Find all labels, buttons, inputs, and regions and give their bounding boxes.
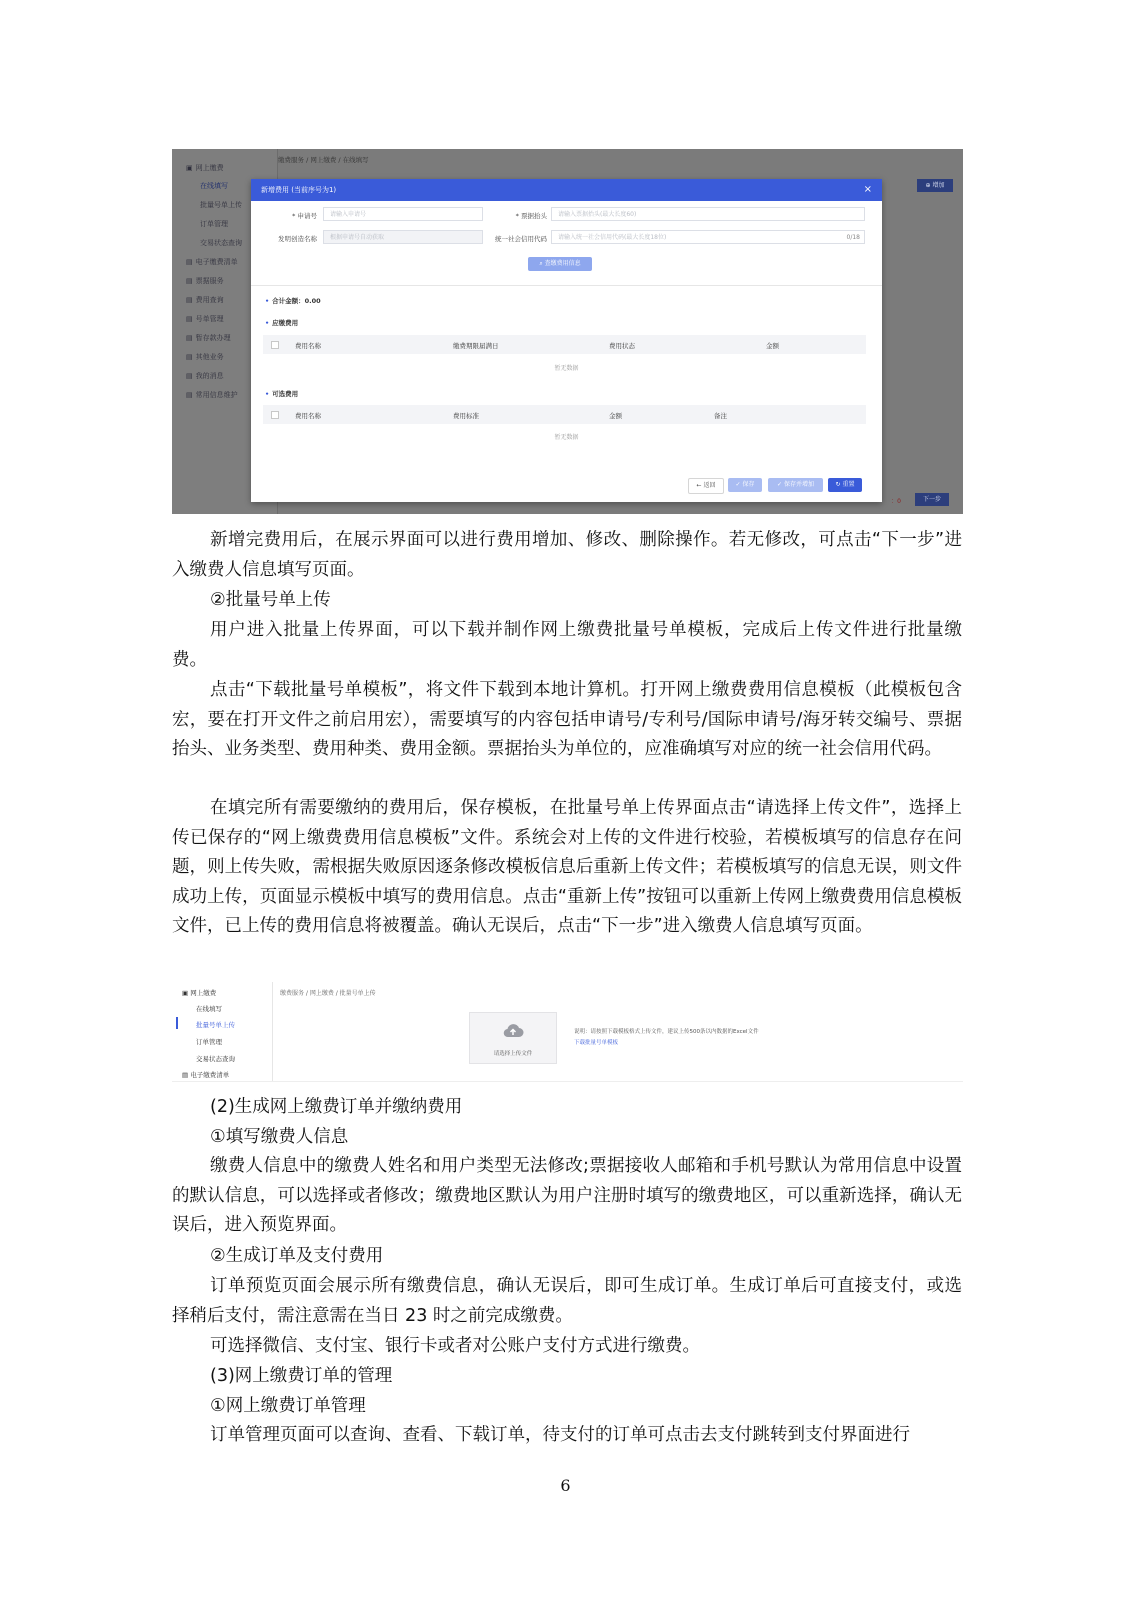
col-status: 费用状态 <box>609 342 635 350</box>
home-icon: ▣ <box>186 164 193 172</box>
invoice-header-input[interactable]: 请输入票据抬头(最大长度60) <box>551 207 865 221</box>
heading: ①网上缴费订单管理 <box>210 1396 366 1416</box>
sidebar-item-other[interactable]: ▤ 其他业务 <box>186 353 224 361</box>
payable-empty: 暂无数据 <box>554 365 579 372</box>
check-icon: ✓ <box>777 481 784 488</box>
paragraph: 新增完费用后，在展示界面可以进行费用增加、修改、删除操作。若无修改，可点击“下一步”进入缴费人信息填写页面。 <box>172 530 962 580</box>
col-fee-name: 费用名称 <box>295 412 321 420</box>
breadcrumb: 缴费服务 / 网上缴费 / 在线填写 <box>278 156 369 164</box>
screenshot-online-fill <box>172 149 963 514</box>
paragraph: 点击“下载批量号单模板”，将文件下载到本地计算机。打开网上缴费费用信息模板（此模板包含宏，要在打开文件之前启用宏），需要填写的内容包括申请号/专利号/国际申请号/海牙转交编号、票据抬头、业务类型、费用种类、费用金额。票据抬头为单位的，应准确填写对应的统一社会信用代码。 <box>172 680 962 759</box>
sidebar-item-online-payment[interactable]: ▣ 网上缴费 <box>186 164 224 172</box>
divider <box>251 285 882 286</box>
search-icon: ▤ <box>186 296 193 304</box>
sidebar-item-e-list[interactable]: ▤ 电子缴费清单 <box>186 258 238 266</box>
upload-hint: 说明：请按照下载模板格式上传文件，建议上传500条以内数据的Excel文件 <box>574 1029 759 1035</box>
select-all-checkbox[interactable] <box>271 341 279 349</box>
screenshot-batch-upload <box>172 982 963 1082</box>
select-all-checkbox[interactable] <box>271 411 279 419</box>
home-icon: ▣ <box>182 989 191 997</box>
paragraph: 可选择微信、支付宝、银行卡或者对公账户支付方式进行缴费。 <box>210 1336 700 1356</box>
paragraph: 订单管理页面可以查询、查看、下载订单，待支付的订单可点击去支付跳转到支付界面进行 <box>210 1425 910 1445</box>
check-icon: ✓ <box>735 481 743 488</box>
heading: (3)网上缴费订单的管理 <box>210 1366 393 1386</box>
breadcrumb: 缴费服务 / 网上缴费 / 批量号单上传 <box>280 990 376 997</box>
paragraph: 订单预览页面会展示所有缴费信息，确认无误后，即可生成订单。生成订单后可直接支付，或选择稍后支付，需注意需在当日 23 时之前完成缴费。 <box>172 1276 962 1326</box>
query-fee-button[interactable]: ⌕ 查缴费用信息 <box>528 257 592 271</box>
invoice-icon: ▤ <box>186 277 193 285</box>
list-icon: ▤ <box>186 258 193 266</box>
optional-section-title: • 可选费用 <box>265 390 299 398</box>
upload-label: 请选择上传文件 <box>493 1051 533 1057</box>
col-remark: 备注 <box>714 412 727 420</box>
invoice-header-label: * 票据抬头 <box>515 212 547 220</box>
page-number: 6 <box>560 1476 571 1495</box>
save-and-add-button[interactable]: ✓ 保存并增加 <box>768 478 823 492</box>
invention-name-input: 根据申请号自动获取 <box>323 230 483 244</box>
optional-table-header <box>263 405 866 424</box>
optional-empty: 暂无数据 <box>554 434 579 441</box>
credit-code-label: 统一社会信用代码 <box>495 235 547 243</box>
heading: ②批量号单上传 <box>210 590 331 610</box>
total-amount: • 合计金额：0.00 <box>265 297 321 305</box>
col-fee-name: 费用名称 <box>295 342 321 350</box>
download-template-link[interactable]: 下载批量号单模板 <box>574 1040 619 1046</box>
add-icon: ⊕ <box>925 182 933 189</box>
search-icon: ⌕ <box>539 260 545 267</box>
heading: ②生成订单及支付费用 <box>210 1246 384 1266</box>
upload-box[interactable] <box>469 1012 557 1064</box>
sidebar-item-messages[interactable]: ▤ 我的消息 <box>186 372 224 380</box>
sidebar-item-online-payment[interactable]: ▣ 网上缴费 <box>182 989 217 997</box>
sidebar-item-deposit[interactable]: ▤ 暂存款办理 <box>186 334 231 342</box>
paragraph: 用户进入批量上传界面，可以下载并制作网上缴费批量号单模板，完成后上传文件进行批量缴费。 <box>172 620 962 670</box>
col-fee-standard: 费用标准 <box>453 412 479 420</box>
sidebar-item-batch-upload[interactable]: 批量号单上传 <box>200 201 242 209</box>
colon-mark: ：0 <box>891 498 901 505</box>
payable-section-title: • 应缴费用 <box>265 319 299 327</box>
sidebar-item-tx-status[interactable]: 交易状态查询 <box>196 1055 235 1063</box>
close-icon[interactable]: × <box>863 184 872 195</box>
sidebar-item-batch-upload[interactable]: 批量号单上传 <box>196 1021 235 1029</box>
sidebar-item-invoice[interactable]: ▤ 票据服务 <box>186 277 224 285</box>
modal-header <box>251 179 882 201</box>
save-button[interactable]: ✓ 保存 <box>728 478 762 492</box>
paragraph: 在填完所有需要缴纳的费用后，保存模板，在批量号单上传界面点击“请选择上传文件”，选择上传已保存的“网上缴费费用信息模板”文件。系统会对上传的文件进行校验，若模板填写的信息存在问题，则上传失败，需根据失败原因逐条修改模板信息后重新上传文件；若模板填写的信息无误，则文件成功上传，页面显示模板中填写的费用信息。点击“重新上传”按钮可以重新上传网上缴费费用信息模板文件，已上传的费用信息将被覆盖。确认无误后，点击“下一步”进入缴费人信息填写页面。 <box>172 798 962 936</box>
cloud-upload-icon <box>502 1021 524 1039</box>
folder-icon: ▤ <box>186 315 193 323</box>
wallet-icon: ▤ <box>186 334 193 342</box>
message-icon: ▤ <box>186 372 193 380</box>
sidebar-item-orders[interactable]: 订单管理 <box>200 220 228 228</box>
sidebar-item-e-list[interactable]: ▤ 电子缴费清单 <box>182 1071 230 1079</box>
sidebar-item-online-fill[interactable]: 在线填写 <box>196 1005 222 1013</box>
application-no-input[interactable]: 请输入申请号 <box>323 207 483 221</box>
sidebar <box>172 982 273 1081</box>
modal-title: 新增费用 (当前序号为1) <box>261 186 337 194</box>
sidebar-item-orders[interactable]: 订单管理 <box>196 1038 222 1046</box>
active-indicator <box>176 1017 178 1029</box>
sidebar-item-fee-query[interactable]: ▤ 费用查询 <box>186 296 224 304</box>
arrow-left-icon: ← <box>696 482 704 489</box>
add-fee-modal <box>251 179 882 502</box>
settings-icon: ▤ <box>186 391 193 399</box>
credit-code-input[interactable]: 请输入统一社会信用代码(最大长度18位) 0/18 <box>551 230 865 244</box>
col-amount: 金额 <box>609 412 622 420</box>
heading: (2)生成网上缴费订单并缴纳费用 <box>210 1097 463 1117</box>
reset-button[interactable]: ↻ 重置 <box>828 478 862 492</box>
list-icon: ▤ <box>182 1071 191 1079</box>
back-button[interactable]: ← 返回 <box>688 478 724 494</box>
col-amount: 金额 <box>766 342 779 350</box>
heading: ①填写缴费人信息 <box>210 1127 349 1147</box>
paragraph: 缴费人信息中的缴费人姓名和用户类型无法修改;票据接收人邮箱和手机号默认为常用信息中设置的默认信息，可以选择或者修改；缴费地区默认为用户注册时填写的缴费地区，可以重新选择，确认无误后，进入预览界面。 <box>172 1156 962 1235</box>
sidebar-item-number-mgmt[interactable]: ▤ 号单管理 <box>186 315 224 323</box>
sidebar-item-common-info[interactable]: ▤ 常用信息维护 <box>186 391 238 399</box>
grid-icon: ▤ <box>186 353 193 361</box>
refresh-icon: ↻ <box>835 481 843 488</box>
payable-table-header <box>263 335 866 354</box>
application-no-label: * 申请号 <box>292 212 317 220</box>
invention-name-label: 发明创造名称 <box>278 235 317 243</box>
sidebar-item-online-fill[interactable]: 在线填写 <box>200 182 228 190</box>
col-deadline: 缴费期限届满日 <box>453 342 499 350</box>
add-button[interactable]: ⊕ 增加 <box>917 179 953 192</box>
sidebar-item-tx-status[interactable]: 交易状态查询 <box>200 239 242 247</box>
next-button[interactable]: 下一步 <box>915 493 949 506</box>
char-counter: 0/18 <box>846 234 860 241</box>
